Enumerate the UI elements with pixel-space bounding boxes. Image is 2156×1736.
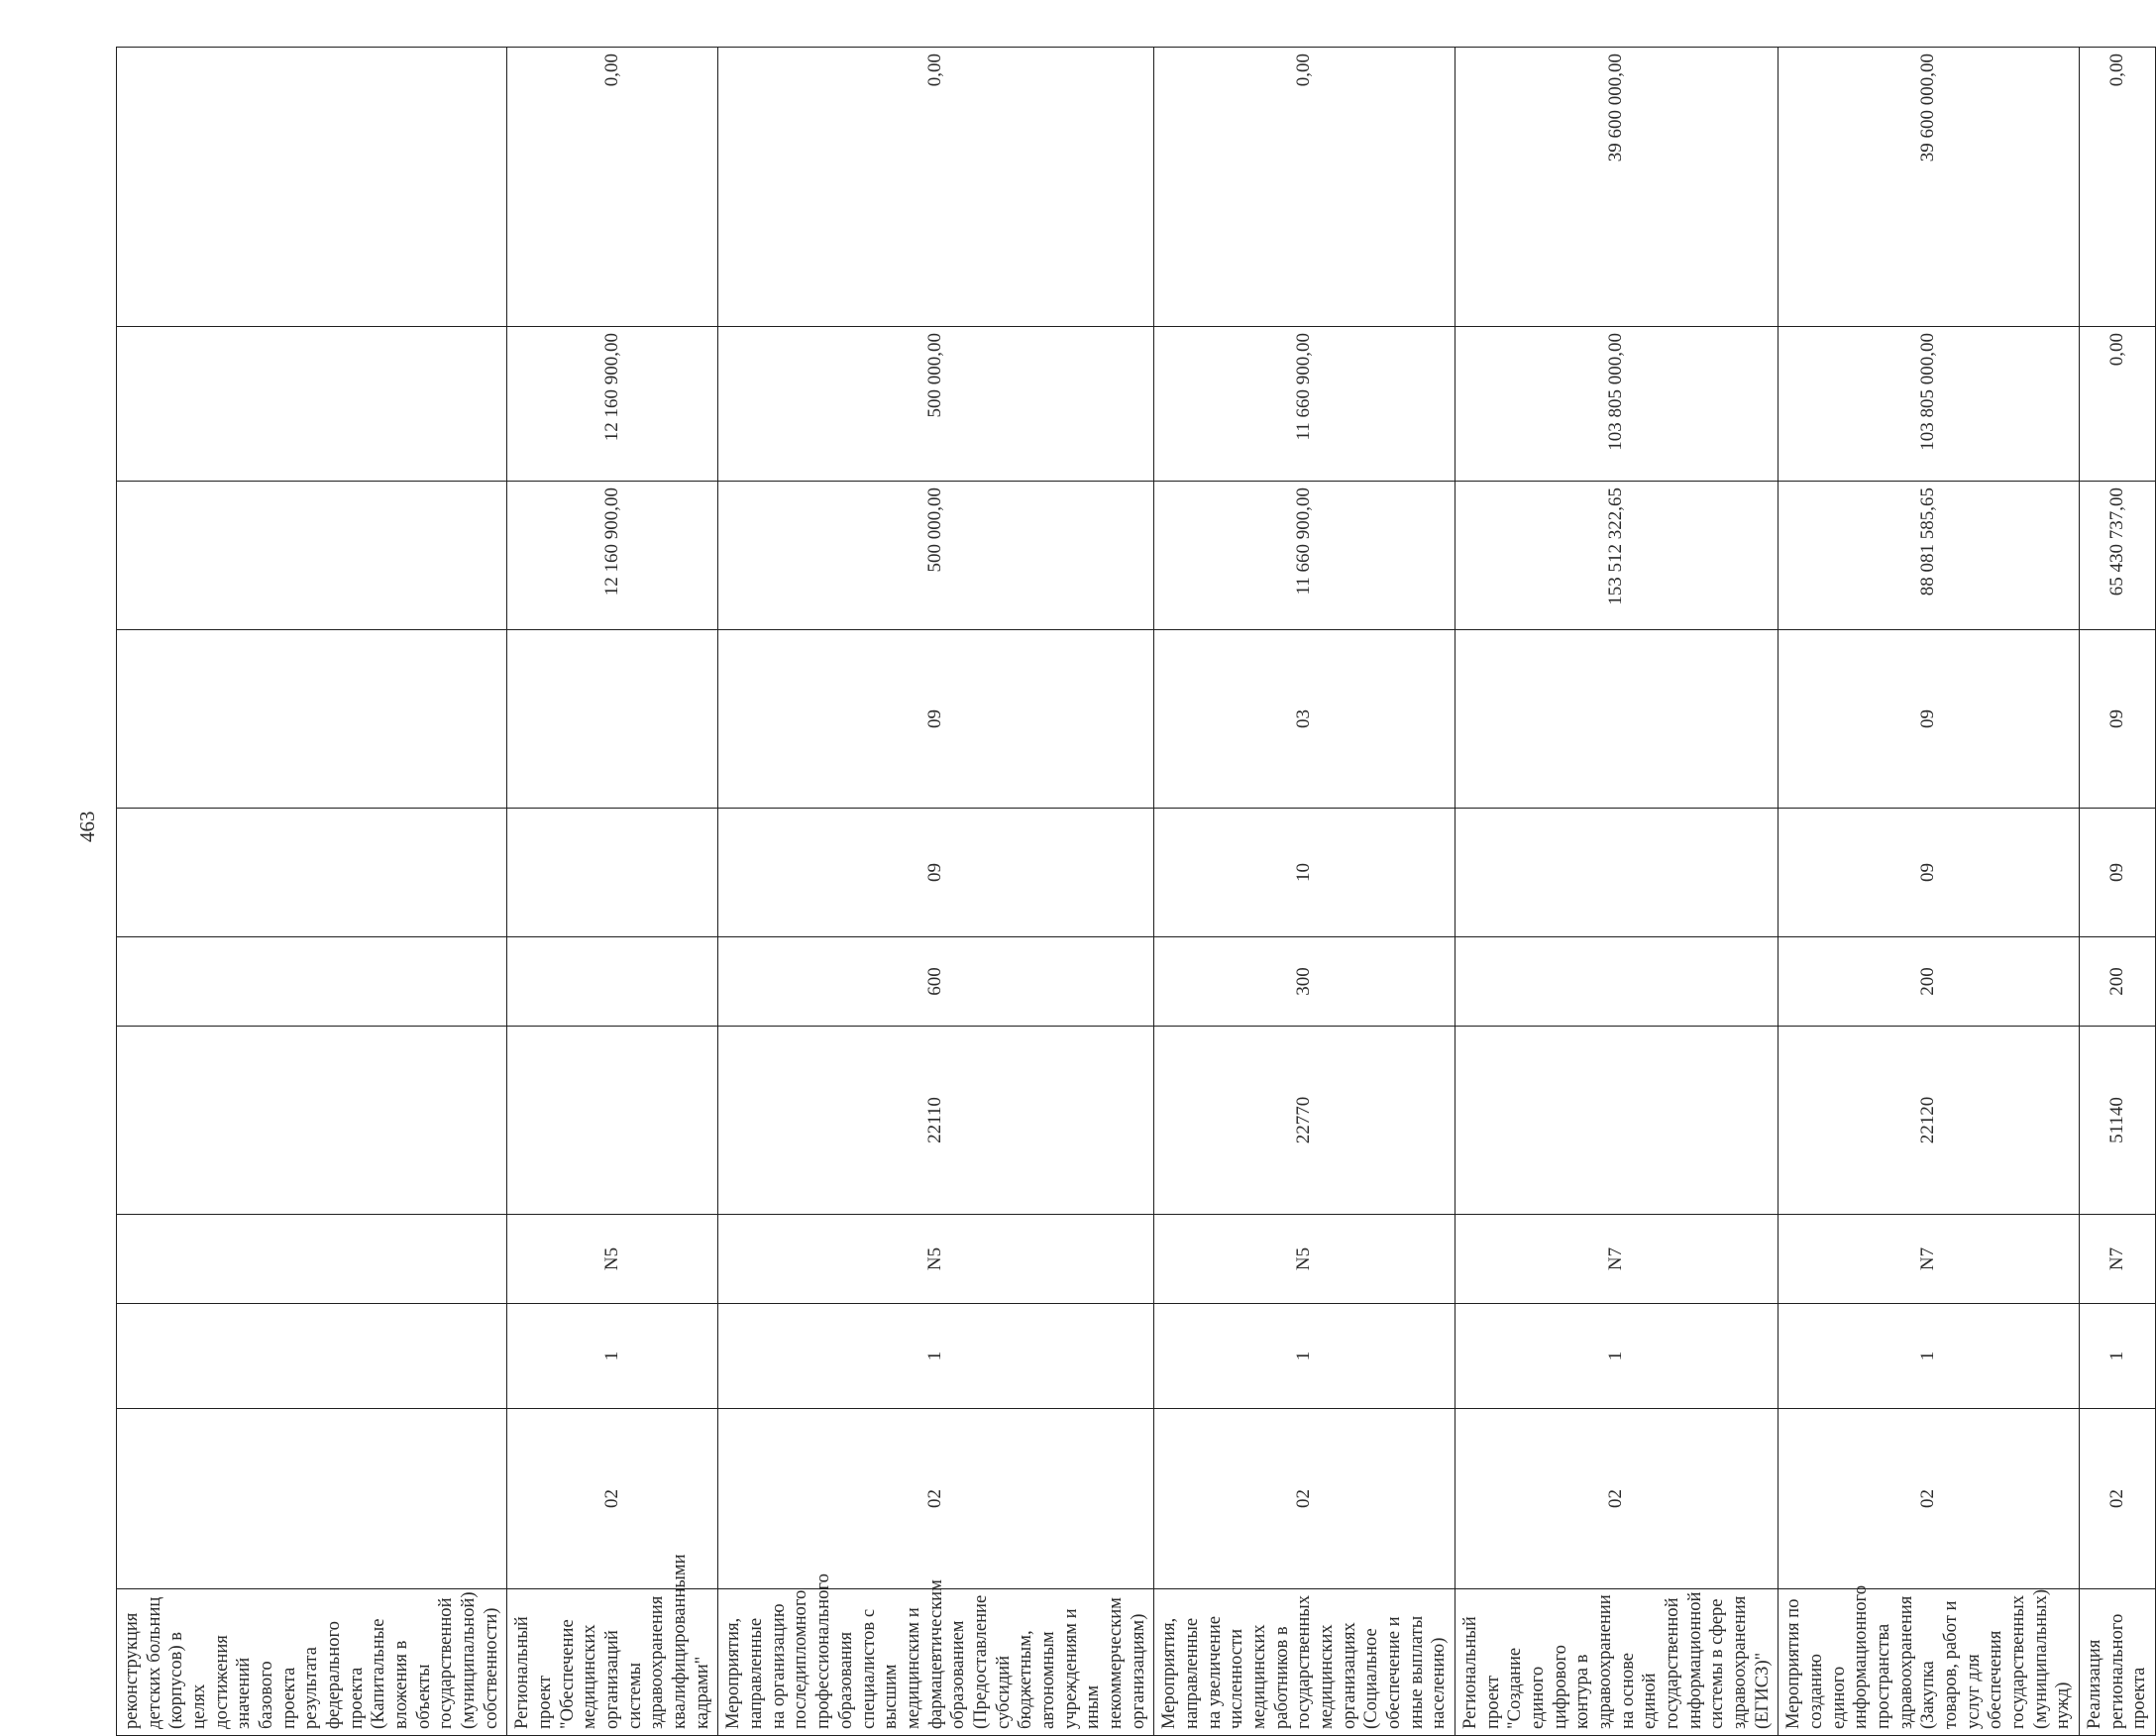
table-row [1154, 48, 1455, 1736]
cell-program: 02 [718, 1409, 1154, 1589]
cell-amount-2: 500 000,00 [718, 327, 1154, 482]
cell-amount-1: 12 160 900,00 [507, 482, 718, 630]
cell-direction [507, 1027, 718, 1215]
cell-project: N5 [718, 1215, 1154, 1304]
cell-amount-1: 88 081 585,65 [1779, 482, 2080, 630]
row-description: Мероприятия по созданию единого информационного пространства здравоохранения (Закупка товаров, работ и услуг для обеспечения государственных (муниципальных) нужд) [1779, 1589, 2080, 1736]
cell-amount-3: 39 600 000,00 [1455, 48, 1778, 327]
cell-section: 10 [1154, 809, 1455, 937]
cell-subsection: 03 [1154, 630, 1455, 809]
cell-project: N5 [1154, 1215, 1455, 1304]
cell-program [117, 1409, 507, 1589]
cell-amount-2: 11 660 900,00 [1154, 327, 1455, 482]
cell-expense-type: 200 [1779, 937, 2080, 1027]
row-description: Региональный проект "Обеспечение медицинских организаций системы здравоохранения квалифицированными кадрами" [507, 1589, 718, 1736]
cell-amount-1: 65 430 737,00 [2080, 482, 2156, 630]
cell-section: 09 [718, 809, 1154, 937]
cell-amount-3: 39 600 000,00 [1779, 48, 2080, 327]
cell-direction: 22770 [1154, 1027, 1455, 1215]
cell-subprogram: 1 [1154, 1304, 1455, 1409]
cell-project: N5 [507, 1215, 718, 1304]
row-description: реконструкция детских больниц (корпусов) в целях достижения значений базового проекта результата федерального проекта (Капитальные вложения в объекты государственной (муниципальной) собственности) [117, 1589, 507, 1736]
cell-program: 02 [1154, 1409, 1455, 1589]
cell-amount-1 [117, 482, 507, 630]
cell-subsection [1455, 630, 1778, 809]
cell-amount-1: 500 000,00 [718, 482, 1154, 630]
cell-subprogram: 1 [507, 1304, 718, 1409]
row-description: Мероприятия, направленные на организацию последипломного профессионального образования специалистов с высшим медицинским и фармацевтическим образованием (Предоставление субсидий бюджетным, автономным учреждениям и иным некоммерческим организациям) [718, 1589, 1154, 1736]
cell-subprogram [117, 1304, 507, 1409]
cell-subsection: 09 [718, 630, 1154, 809]
cell-section [507, 809, 718, 937]
cell-amount-3: 0,00 [718, 48, 1154, 327]
table-row [2080, 48, 2156, 1736]
cell-amount-2 [117, 327, 507, 482]
cell-amount-2: 0,00 [2080, 327, 2156, 482]
cell-subprogram: 1 [1455, 1304, 1778, 1409]
cell-subsection [507, 630, 718, 809]
row-description: Мероприятия, направленные на увеличение численности медицинских работников в государственных медицинских организациях (Социальное обеспечение и иные выплаты населению) [1154, 1589, 1455, 1736]
cell-subprogram: 1 [1779, 1304, 2080, 1409]
cell-program: 02 [1779, 1409, 2080, 1589]
cell-program: 02 [1455, 1409, 1778, 1589]
cell-amount-1: 153 512 322,65 [1455, 482, 1778, 630]
cell-expense-type: 600 [718, 937, 1154, 1027]
row-description: Реализация регионального проекта [2080, 1589, 2156, 1736]
cell-subprogram: 1 [2080, 1304, 2156, 1409]
cell-amount-3: 0,00 [2080, 48, 2156, 327]
cell-amount-1: 11 660 900,00 [1154, 482, 1455, 630]
cell-program: 02 [507, 1409, 718, 1589]
cell-project: N7 [2080, 1215, 2156, 1304]
page-number: 463 [75, 811, 99, 842]
cell-subprogram: 1 [718, 1304, 1154, 1409]
cell-direction [117, 1027, 507, 1215]
cell-direction: 51140 [2080, 1027, 2156, 1215]
row-description: Региональный проект "Создание единого цифрового контура в здравоохранении на основе единой государственной информационной системы в сфере здравоохранения (ЕГИСЗ)" [1455, 1589, 1778, 1736]
cell-subsection: 09 [2080, 630, 2156, 809]
cell-expense-type [507, 937, 718, 1027]
cell-amount-3 [117, 48, 507, 327]
cell-project: N7 [1779, 1215, 2080, 1304]
cell-amount-3: 0,00 [507, 48, 718, 327]
cell-expense-type: 300 [1154, 937, 1455, 1027]
cell-expense-type [117, 937, 507, 1027]
cell-amount-2: 103 805 000,00 [1779, 327, 2080, 482]
table-row [718, 48, 1154, 1736]
cell-subsection [117, 630, 507, 809]
cell-amount-3: 0,00 [1154, 48, 1455, 327]
table-row [507, 48, 718, 1736]
cell-project: N7 [1455, 1215, 1778, 1304]
cell-expense-type: 200 [2080, 937, 2156, 1027]
cell-program: 02 [2080, 1409, 2156, 1589]
cell-expense-type [1455, 937, 1778, 1027]
cell-section [117, 809, 507, 937]
budget-table [116, 47, 2156, 1736]
cell-section [1455, 809, 1778, 937]
cell-direction: 22120 [1779, 1027, 2080, 1215]
cell-section: 09 [2080, 809, 2156, 937]
cell-direction: 22110 [718, 1027, 1154, 1215]
cell-direction [1455, 1027, 1778, 1215]
rotated-table-container [116, 48, 2150, 1736]
cell-amount-2: 12 160 900,00 [507, 327, 718, 482]
cell-amount-2: 103 805 000,00 [1455, 327, 1778, 482]
cell-project [117, 1215, 507, 1304]
table-row [1455, 48, 1778, 1736]
cell-subsection: 09 [1779, 630, 2080, 809]
cell-section: 09 [1779, 809, 2080, 937]
table-row [1779, 48, 2080, 1736]
table-row [117, 48, 507, 1736]
